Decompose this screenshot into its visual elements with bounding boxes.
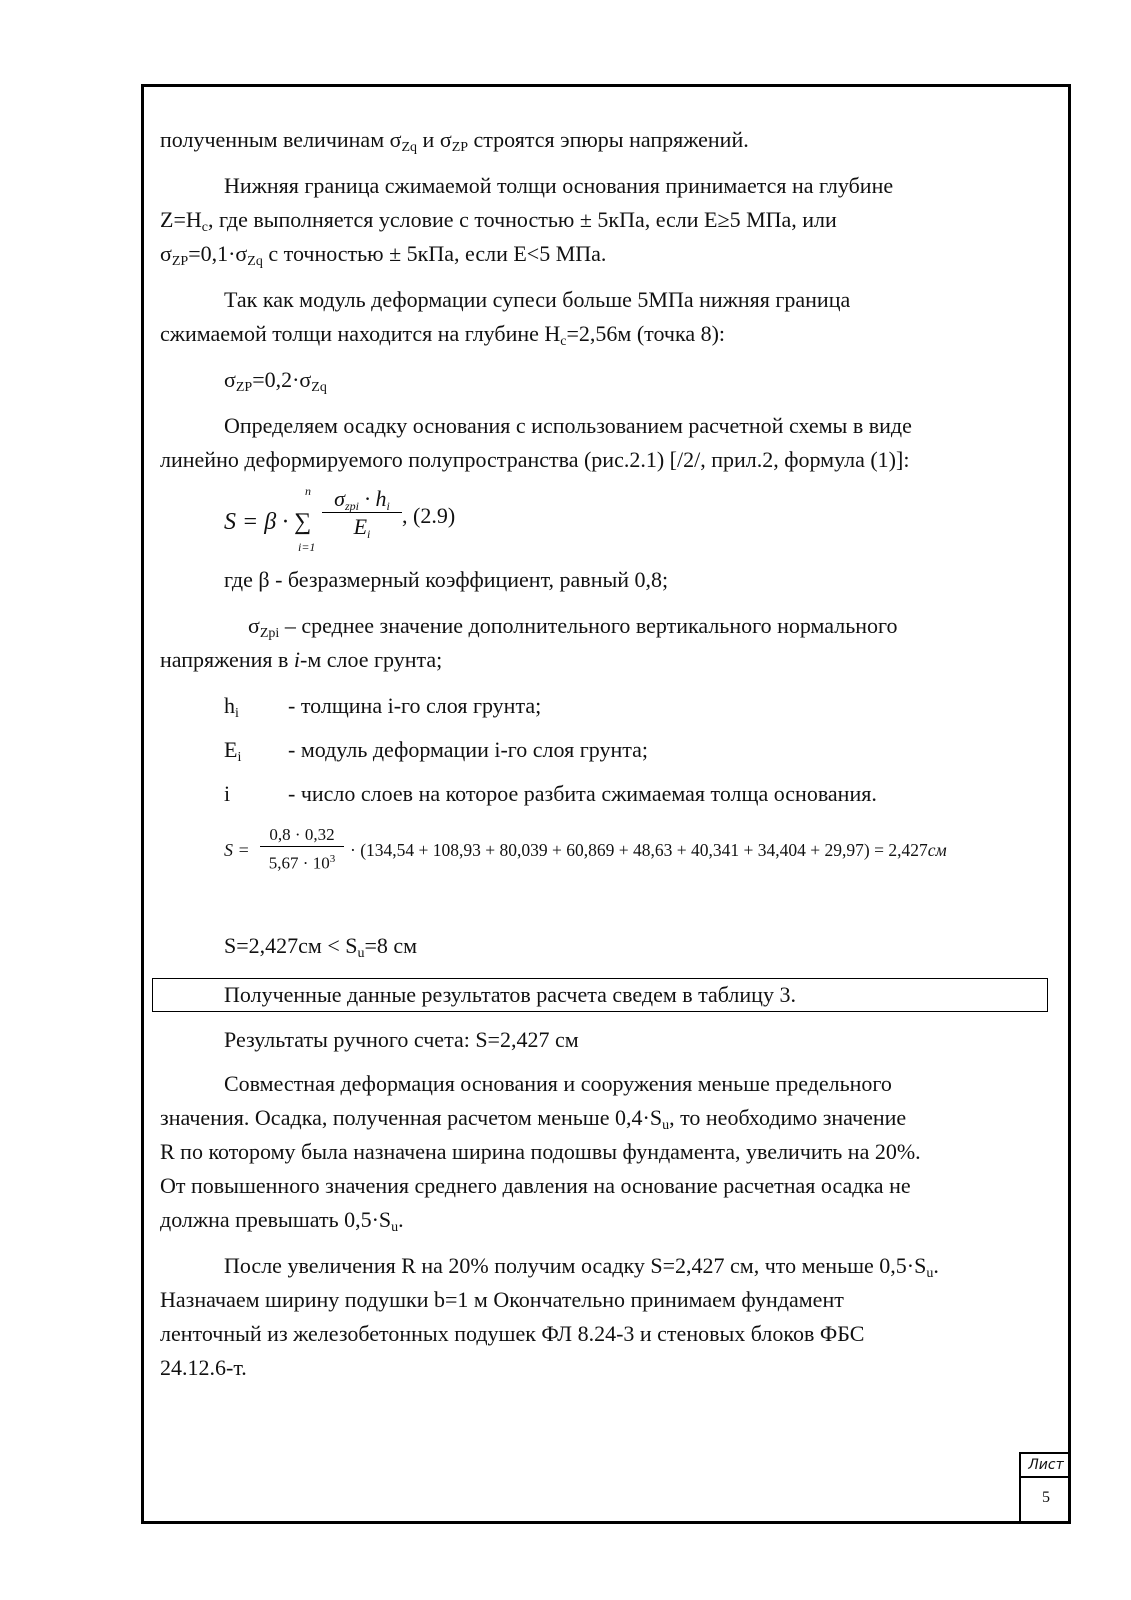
text-line: линейно деформируемого полупространства (рис.2.1) [/2/, прил.2, формула (1)]: <box>160 447 910 472</box>
text-line: $\sigma_{ZP}=0,1\cdot\sigma_{Zq}$ с точностью ± 5кПа, если E<5 МПа. <box>160 241 607 269</box>
formula-lhs: S = β · ∑ <box>224 509 312 535</box>
text-line: 24.12.6-т. <box>160 1355 247 1380</box>
formula-numerator: $\sigma_{zpi} \cdot h_i$ <box>322 486 402 513</box>
calc-sum: · (134,54 + 108,93 + 80,039 + 60,869 + 48,63 + 40,341 + 34,404 + 29,97) = 2,427см <box>350 840 947 860</box>
formula-upper-limit: n <box>305 484 311 498</box>
text-line: должна превышать $0,5\cdot S_u$. <box>160 1207 404 1235</box>
formula-denominator: $E_i$ <box>353 514 371 541</box>
text-line: После увеличения R на 20% получим осадку S=2,427 см, что меньше $0,5\cdot S_u$. <box>224 1253 939 1281</box>
text-line: От повышенного значения среднего давления на основание расчетная осадка не <box>160 1173 911 1198</box>
sheet-label: Лист <box>1021 1454 1071 1478</box>
definition-e: $E_i$ <box>224 737 242 765</box>
text-line: Определяем осадку основания с использованием расчетной схемы в виде <box>224 413 912 438</box>
calc-fraction <box>260 824 344 876</box>
definition-beta: где β - безразмерный коэффициент, равный 0,8; <box>224 567 669 592</box>
definition-i: i <box>224 781 231 806</box>
definition-h: $h_i$ <box>224 693 239 721</box>
equation-line: $\sigma_{ZP}=0,2\cdot\sigma_{Zq}$ <box>224 367 327 395</box>
text-line: Совместная деформация основания и сооружения меньше предельного <box>224 1071 892 1096</box>
text-line: R по которому была назначена ширина подошвы фундамента, увеличить на 20%. <box>160 1139 921 1164</box>
formula-lower-limit: i=1 <box>298 540 316 554</box>
sheet-number: 5 <box>1042 1489 1050 1506</box>
sheet-stamp <box>1019 1452 1071 1524</box>
calc-numerator: 0,8 · 0,32 <box>260 824 344 847</box>
definition-h-text: - толщина i-го слоя грунта; <box>288 693 542 718</box>
text-line: $Z=H_c$, где выполняется условие с точностью ± 5кПа, если E≥5 МПа, или <box>160 207 837 235</box>
text-line: Так как модуль деформации супеси больше 5МПа нижняя граница <box>224 287 851 312</box>
calc-denominator: $5,67 \cdot 10^3$ <box>268 853 336 873</box>
calc-lhs: S = <box>224 840 250 860</box>
definition-sigma: $\sigma_{Zpi}$ – среднее значение дополнительного вертикального нормального <box>248 613 898 641</box>
text-line: Назначаем ширину подушки b=1 м Окончательно принимаем фундамент <box>160 1287 844 1312</box>
text-line: значения. Осадка, полученная расчетом меньше $0,4\cdot S_u$, то необходимо значение <box>160 1105 907 1133</box>
text-line: Полученные данные результатов расчета сведем в таблицу 3. <box>224 982 796 1007</box>
formula-fraction <box>322 486 402 541</box>
text-line: ленточный из железобетонных подушек ФЛ 8.24-3 и стеновых блоков ФБС <box>160 1321 865 1346</box>
text-line: Нижняя граница сжимаемой толщи основания принимается на глубине <box>224 173 894 198</box>
text-line: сжимаемой толщи находится на глубине $H_c=2,56м$ (точка 8): <box>160 321 726 349</box>
text-line: полученным величинам $\sigma_{Zq}$ и $\sigma_{ZP}$ строятся эпюры напряжений. <box>160 127 749 155</box>
definition-i-text: - число слоев на которое разбита сжимаемая толща основания. <box>288 781 877 806</box>
definition-sigma-cont: напряжения в i-м слое грунта; <box>160 647 443 672</box>
definition-e-text: - модуль деформации i-го слоя грунта; <box>288 737 648 762</box>
formula-number: , (2.9) <box>402 503 456 528</box>
text-line: Результаты ручного счета: S=2,427 см <box>224 1027 579 1052</box>
result-line: $S=2,427см < S_u=8$ см <box>224 933 418 961</box>
